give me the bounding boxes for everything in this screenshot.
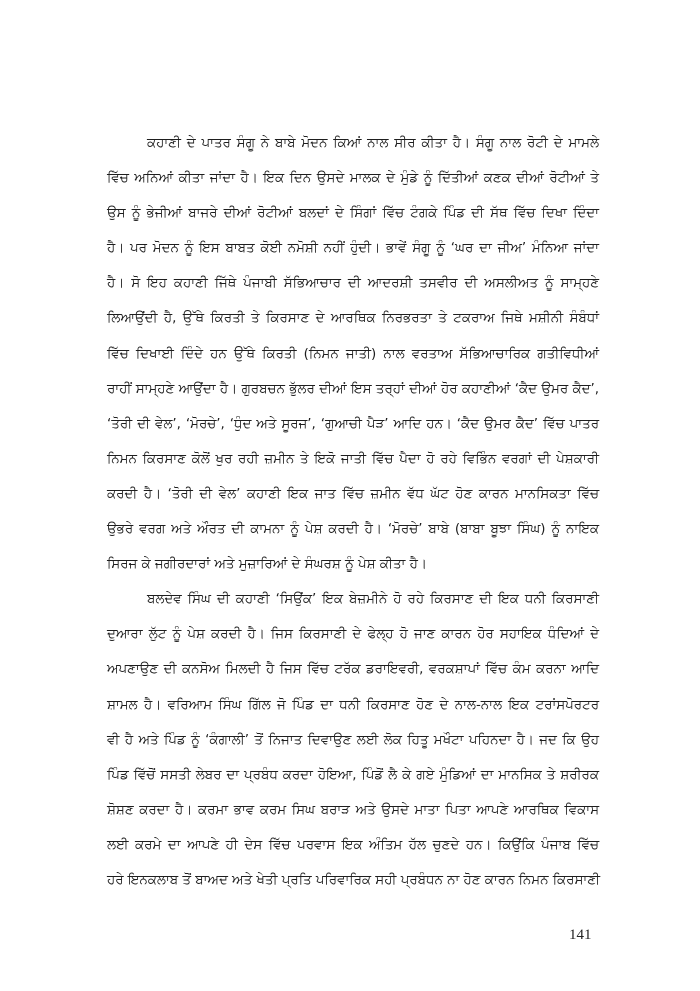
text-line: ਹਰੇ ਇਨਕਲਾਬ ਤੋਂ ਬਾਅਦ ਅਤੇ ਖੇਤੀ ਪ੍ਰਤਿ ਪਰਿਵਾਰਿਕ ਸਹੀ ਪ੍ਰਬੰਧਨ ਨਾ ਹੋਣ ਕਾਰਨ ਨਿਮਨ ਕਿਰਸਾਣੀ [107, 872, 600, 888]
text-line: ਬਲਦੇਵ ਸਿੰਘ ਦੀ ਕਹਾਣੀ ‘ਸਿਉਂਕ’ ਇਕ ਬੇਜ਼ਮੀਨੇ ਹੋ ਰਹੇ ਕਿਰਸਾਣ ਦੀ ਇਕ ਧਨੀ ਕਿਰਸਾਣੀ [147, 592, 599, 608]
page-number: 141 [569, 927, 592, 943]
text-line: ਵਿੱਚ ਦਿਖਾਈ ਦਿੰਦੇ ਹਨ ਉੱਥੇ ਕਿਰਤੀ (ਨਿਮਨ ਜਾਤੀ) ਨਾਲ ਵਰਤਾਅ ਸੱਭਿਆਚਾਰਿਕ ਗਤੀਵਿਧੀਆਂ [107, 346, 599, 362]
text-line: ਉਸ ਨੂੰ ਭੇਜੀਆਂ ਬਾਜਰੇ ਦੀਆਂ ਰੋਟੀਆਂ ਬਲਦਾਂ ਦੇ ਸਿੰਗਾਂ ਵਿੱਚ ਟੰਗਕੇ ਪਿੰਡ ਦੀ ਸੱਥ ਵਿੱਚ ਦਿਖਾ ਦਿੰਦਾ [107, 206, 599, 222]
text-line: ਸ਼ੋਸ਼ਣ ਕਰਦਾ ਹੈ। ਕਰਮਾ ਭਾਵ ਕਰਮ ਸਿਘ ਬਰਾੜ ਅਤੇ ਉਸਦੇ ਮਾਤਾ ਪਿਤਾ ਆਪਣੇ ਆਰਥਿਕ ਵਿਕਾਸ [107, 802, 599, 818]
body-text [107, 126, 599, 898]
text-line: ਵੀ ਹੈ ਅਤੇ ਪਿੰਡ ਨੂੰ ‘ਕੰਗਾਲੀ’ ਤੋਂ ਨਿਜਾਤ ਦਿਵਾਉਣ ਲਈ ਲੋਕ ਹਿਤੂ ਮਖੌਟਾ ਪਹਿਨਦਾ ਹੈ। ਜਦ ਕਿ ਉਹ [107, 732, 599, 748]
text-line: ਹੈ। ਪਰ ਮੋਦਨ ਨੂੰ ਇਸ ਬਾਬਤ ਕੋਈ ਨਮੋਸ਼ੀ ਨਹੀਂ ਹੁੰਦੀ। ਭਾਵੇਂ ਸੰਗੂ ਨੂੰ ‘ਘਰ ਦਾ ਜੀਅ’ ਮੰਨਿਆ ਜਾਂਦਾ [107, 241, 599, 257]
text-line: ਲਈ ਕਰਮੇ ਦਾ ਆਪਣੇ ਹੀ ਦੇਸ ਵਿੱਚ ਪਰਵਾਸ ਇਕ ਅੰਤਿਮ ਹੱਲ ਚੁਣਦੇ ਹਨ। ਕਿਉਂਕਿ ਪੰਜਾਬ ਵਿੱਚ [107, 837, 599, 853]
text-line: ਕਰਦੀ ਹੈ। ‘ਤੋਰੀ ਦੀ ਵੇਲ’ ਕਹਾਣੀ ਇਕ ਜਾਤ ਵਿੱਚ ਜ਼ਮੀਨ ਵੱਧ ਘੱਟ ਹੋਣ ਕਾਰਨ ਮਾਨਸਿਕਤਾ ਵਿੱਚ [107, 486, 599, 502]
text-line: ਹੈ। ਸੋ ਇਹ ਕਹਾਣੀ ਜਿੱਥੇ ਪੰਜਾਬੀ ਸੱਭਿਆਚਾਰ ਦੀ ਆਦਰਸ਼ੀ ਤਸਵੀਰ ਦੀ ਅਸਲੀਅਤ ਨੂੰ ਸਾਮ੍ਹਣੇ [107, 276, 599, 292]
text-line: ਲਿਆਉਂਦੀ ਹੈ, ਉੱਥੇ ਕਿਰਤੀ ਤੇ ਕਿਰਸਾਣ ਦੇ ਆਰਥਿਕ ਨਿਰਭਰਤਾ ਤੇ ਟਕਰਾਅ ਜਿਥੇ ਮਸ਼ੀਨੀ ਸੰਬੰਧਾਂ [107, 311, 599, 327]
text-line: ਅਪਣਾਉਣ ਦੀ ਕਨਸੋਅ ਮਿਲਦੀ ਹੈ ਜਿਸ ਵਿੱਚ ਟਰੱਕ ਡਰਾਇਵਰੀ, ਵਰਕਸ਼ਾਪਾਂ ਵਿੱਚ ਕੰਮ ਕਰਨਾ ਆਦਿ [107, 662, 599, 678]
text-line: ਕਹਾਣੀ ਦੇ ਪਾਤਰ ਸੰਗੂ ਨੇ ਬਾਬੇ ਮੋਦਨ ਕਿਆਂ ਨਾਲ ਸੀਰ ਕੀਤਾ ਹੈ। ਸੰਗੂ ਨਾਲ ਰੋਟੀ ਦੇ ਮਾਮਲੇ [147, 136, 599, 151]
text-line: ਦੁਆਰਾ ਲੁੱਟ ਨੂੰ ਪੇਸ਼ ਕਰਦੀ ਹੈ। ਜਿਸ ਕਿਰਸਾਣੀ ਦੇ ਫੇਲ੍ਹ ਹੋ ਜਾਣ ਕਾਰਨ ਹੋਰ ਸਹਾਇਕ ਧੰਦਿਆਂ ਦੇ [107, 627, 599, 643]
text-line: ਸ਼ਾਮਲ ਹੈ। ਵਰਿਆਮ ਸਿੰਘ ਗਿੱਲ ਜੋ ਪਿੰਡ ਦਾ ਧਨੀ ਕਿਰਸਾਣ ਹੋਣ ਦੇ ਨਾਲ-ਨਾਲ ਇਕ ਟਰਾਂਸਪੋਰਟਰ [107, 697, 599, 713]
text-line: ਪਿੰਡ ਵਿੱਚੋਂ ਸਸਤੀ ਲੇਬਰ ਦਾ ਪ੍ਰਬੰਧ ਕਰਦਾ ਹੋਇਆ, ਪਿੰਡੋਂ ਲੈ ਕੇ ਗਏ ਮੁੰਡਿਆਂ ਦਾ ਮਾਨਸਿਕ ਤੇ ਸ਼ਰੀਰਕ [107, 767, 599, 783]
paragraph-2 [107, 582, 599, 898]
text-line: ਸਿਰਜ ਕੇ ਜਗੀਰਦਾਰਾਂ ਅਤੇ ਮੁਜ਼ਾਰਿਆਂ ਦੇ ਸੰਘਰਸ਼ ਨੂੰ ਪੇਸ਼ ਕੀਤਾ ਹੈ। [107, 557, 427, 573]
text-line: ‘ਤੋਰੀ ਦੀ ਵੇਲ’, ‘ਮੋਰਚੇ’, ‘ਧੁੰਦ ਅਤੇ ਸੂਰਜ’, ‘ਗੁਆਚੀ ਪੈੜ’ ਆਦਿ ਹਨ। ‘ਕੈਦ ਉਮਰ ਕੈਦ’ ਵਿੱਚ ਪਾਤਰ [107, 416, 599, 432]
text-line: ਰਾਹੀਂ ਸਾਮ੍ਹਣੇ ਆਉਂਦਾ ਹੈ। ਗੁਰਬਚਨ ਭੁੱਲਰ ਦੀਆਂ ਇਸ ਤਰ੍ਹਾਂ ਦੀਆਂ ਹੋਰ ਕਹਾਣੀਆਂ ‘ਕੈਦ ਉਮਰ ਕੈਦ’, [107, 381, 599, 397]
text-line: ਨਿਮਨ ਕਿਰਸਾਣ ਕੋਲੋਂ ਖੁਰ ਰਹੀ ਜ਼ਮੀਨ ਤੇ ਇਕੋ ਜਾਤੀ ਵਿੱਚ ਪੈਦਾ ਹੋ ਰਹੇ ਵਿਭਿੰਨ ਵਰਗਾਂ ਦੀ ਪੇਸ਼ਕਾਰੀ [107, 451, 599, 467]
text-line: ਵਿੱਚ ਅਨਿਆਂ ਕੀਤਾ ਜਾਂਦਾ ਹੈ। ਇਕ ਦਿਨ ਉਸਦੇ ਮਾਲਕ ਦੇ ਮੁੰਡੇ ਨੂੰ ਦਿੱਤੀਆਂ ਕਣਕ ਦੀਆਂ ਰੋਟੀਆਂ ਤੇ [107, 171, 599, 187]
paragraph-1 [107, 126, 599, 582]
text-line: ਉਭਰੇ ਵਰਗ ਅਤੇ ਔਰਤ ਦੀ ਕਾਮਨਾ ਨੂੰ ਪੇਸ਼ ਕਰਦੀ ਹੈ। ‘ਮੋਰਚੇ’ ਬਾਬੇ (ਬਾਬਾ ਬੂਝਾ ਸਿੰਘ) ਨੂੰ ਨਾਇਕ [107, 522, 599, 538]
